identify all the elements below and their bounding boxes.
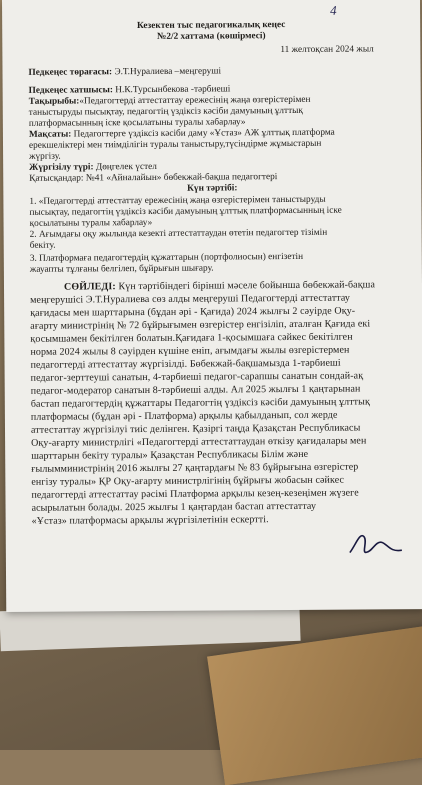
- agenda-line: бекіту.: [29, 240, 56, 251]
- document-subtitle: №2/2 хаттама (көшірмесі): [156, 31, 266, 42]
- body-lead: СӨЙЛЕДІ:: [63, 281, 116, 293]
- body-line: норма 2024 жылы 8 сәуірден күшіне еніп, ағымдағы жылы өзгерістермен: [30, 344, 350, 358]
- chair-line: [28, 66, 221, 78]
- body-line: ғылымминистрінің 2016 жылғы 27 қаңтардағы № 83 бұйрығына өзгерістер: [31, 461, 359, 475]
- agenda-title: Күн тәртібі:: [187, 183, 238, 194]
- document-title: Кезектен тыс педагогикалық кеңес: [136, 20, 286, 32]
- body-line: «Ұстаз» платформасы арқылы жүргізілетінін ескертті.: [31, 514, 269, 527]
- topic-text-1: «Педагогтерді аттестаттау ережесінің жаңа өзгерістерімен: [79, 94, 311, 107]
- goal-text-1: Педагогтерге үздіксіз кәсіби даму «Ұстаз» АЖ ұлттық платформа: [73, 127, 335, 140]
- document-page: [2, 0, 422, 612]
- body-line: асырылатын болады. 2025 жылғы 1 қаңтардан бастап аттестаттау: [31, 500, 317, 514]
- agenda-line: жауапты тұлғаны белгілеп, бұйрығын шығару.: [29, 263, 214, 275]
- body-line: Оқу-ағарту министрлігі «Педагогтерді аттестаттаудан өткізу қағидалары мен: [31, 435, 367, 449]
- secretary-value: Н.К.Турсынбекова -тәрбиеші: [115, 84, 231, 96]
- form-label: Жүргізілу түрі:: [29, 162, 94, 173]
- form-line: [29, 162, 157, 174]
- topic-text-3: платформасынның іске қосылатыны туралы хабарлау»: [28, 117, 246, 129]
- body-line: қосымшамен бекітілген болатын.Қағидаға 1-қосымшаға сәйкес бекітілген: [30, 331, 353, 345]
- body-line: ағарту министрінің № 72 бұйрығымен өзгерістер енгізіліп, аталған Қағида екі: [30, 318, 371, 332]
- body-line: меңгерушісі Э.Т.Нуралиева сөз алды меңгеруші Педагогтерді аттестаттау: [30, 292, 351, 306]
- topic-text-2: таныстыруды пысықтау, педагогтің үздіксіз кәсіби дамуының ұлттық: [28, 105, 303, 118]
- agenda-line: пысықтау, педагогтің үздіксіз кәсіби дамуының ұлттық платформасынның іске: [29, 205, 342, 218]
- body-line: педагогтерді аттестаттау рәсімі Платформа арқылы кезең-кезеңімен жүзеге: [31, 487, 359, 501]
- agenda-line: қосылатыны туралы хабарлау»: [29, 217, 153, 229]
- body-line: енгізу туралы» ҚР Оқу-ағарту министрлігінің бұйрығы жобасын сәйкес: [31, 474, 345, 488]
- body-line: педагог-зерттеуші санатын, 4-тәрбиеші педагог-сарапшы санатын сондай-ақ: [30, 370, 364, 384]
- attendees-label: Қатысқандар:: [29, 173, 84, 184]
- agenda-line: 2. Ағымдағы оқу жылында кезекті аттестаттаудан өтетін педагогтер тізімін: [29, 227, 328, 240]
- goal-text-3: жүргізу.: [29, 151, 61, 162]
- topic-label: Тақырыбы:: [28, 96, 80, 107]
- goal-text-2: ерекшеліктері мен тиімділігін туралы таныстыру,түсіндірме жұмыстарын: [28, 138, 322, 151]
- body-line: аттестаттау жүргізілуі тиіс делінген. Қазіргі таңда Қазақстан Республикасы: [30, 422, 361, 436]
- secretary-label: Педкеңес хатшысы:: [28, 85, 113, 96]
- body-line: педагог-модератор санатын 8-тәрбиеші алды. Ал 2025 жылғы 1 қаңтарынан: [30, 383, 361, 397]
- body-line: педагогтерді аттестаттау жүргізілді. Бөбекжай-бақшамызда 1-тәрбиеші: [30, 357, 341, 371]
- agenda-line: 3. Платформаға педагогтердің құжаттарын (портфолиосын) енгізетін: [29, 251, 304, 264]
- handwritten-corner-mark: 4: [330, 2, 337, 18]
- body-line: шарттарын бекіту туралы» Қазақстан Республикасы Білім және: [31, 448, 309, 462]
- handwritten-signature: [346, 522, 406, 562]
- body-line-1: [64, 279, 375, 293]
- agenda-line: 1. «Педагогтерді аттестаттау ережесінің жаңа өзгерістерімен таныстыруды: [29, 194, 326, 207]
- form-value: Дөңгелек үстел: [95, 161, 157, 173]
- body-line: платформасы (бұдан әрі - Платформа) арқылы қабылданып, сол жерде: [30, 409, 338, 423]
- chair-label: Педкеңес төрағасы:: [28, 67, 113, 78]
- chair-value: Э.Т.Нуралиева –меңгеруші: [114, 66, 222, 78]
- body-line: қағидасы мен шарттарына (бұдан әрі - Қағида) 2024 жылғы 2 сәуірде Оқу-: [30, 305, 356, 319]
- body-line: бастап педагогтердің құжаттары Педагогтің үздіксіз кәсіби дамуының ұлттық: [30, 396, 370, 410]
- document-date: 11 желтоқсан 2024 жыл: [280, 44, 374, 56]
- goal-label: Мақсаты:: [28, 129, 72, 140]
- body-text: Күн тәртібіндегі бірінші мәселе бойынша бөбекжай-бақша: [118, 279, 376, 293]
- attendees-value: №41 «Айналайын» бөбекжай-бақша педагогтері: [85, 172, 278, 184]
